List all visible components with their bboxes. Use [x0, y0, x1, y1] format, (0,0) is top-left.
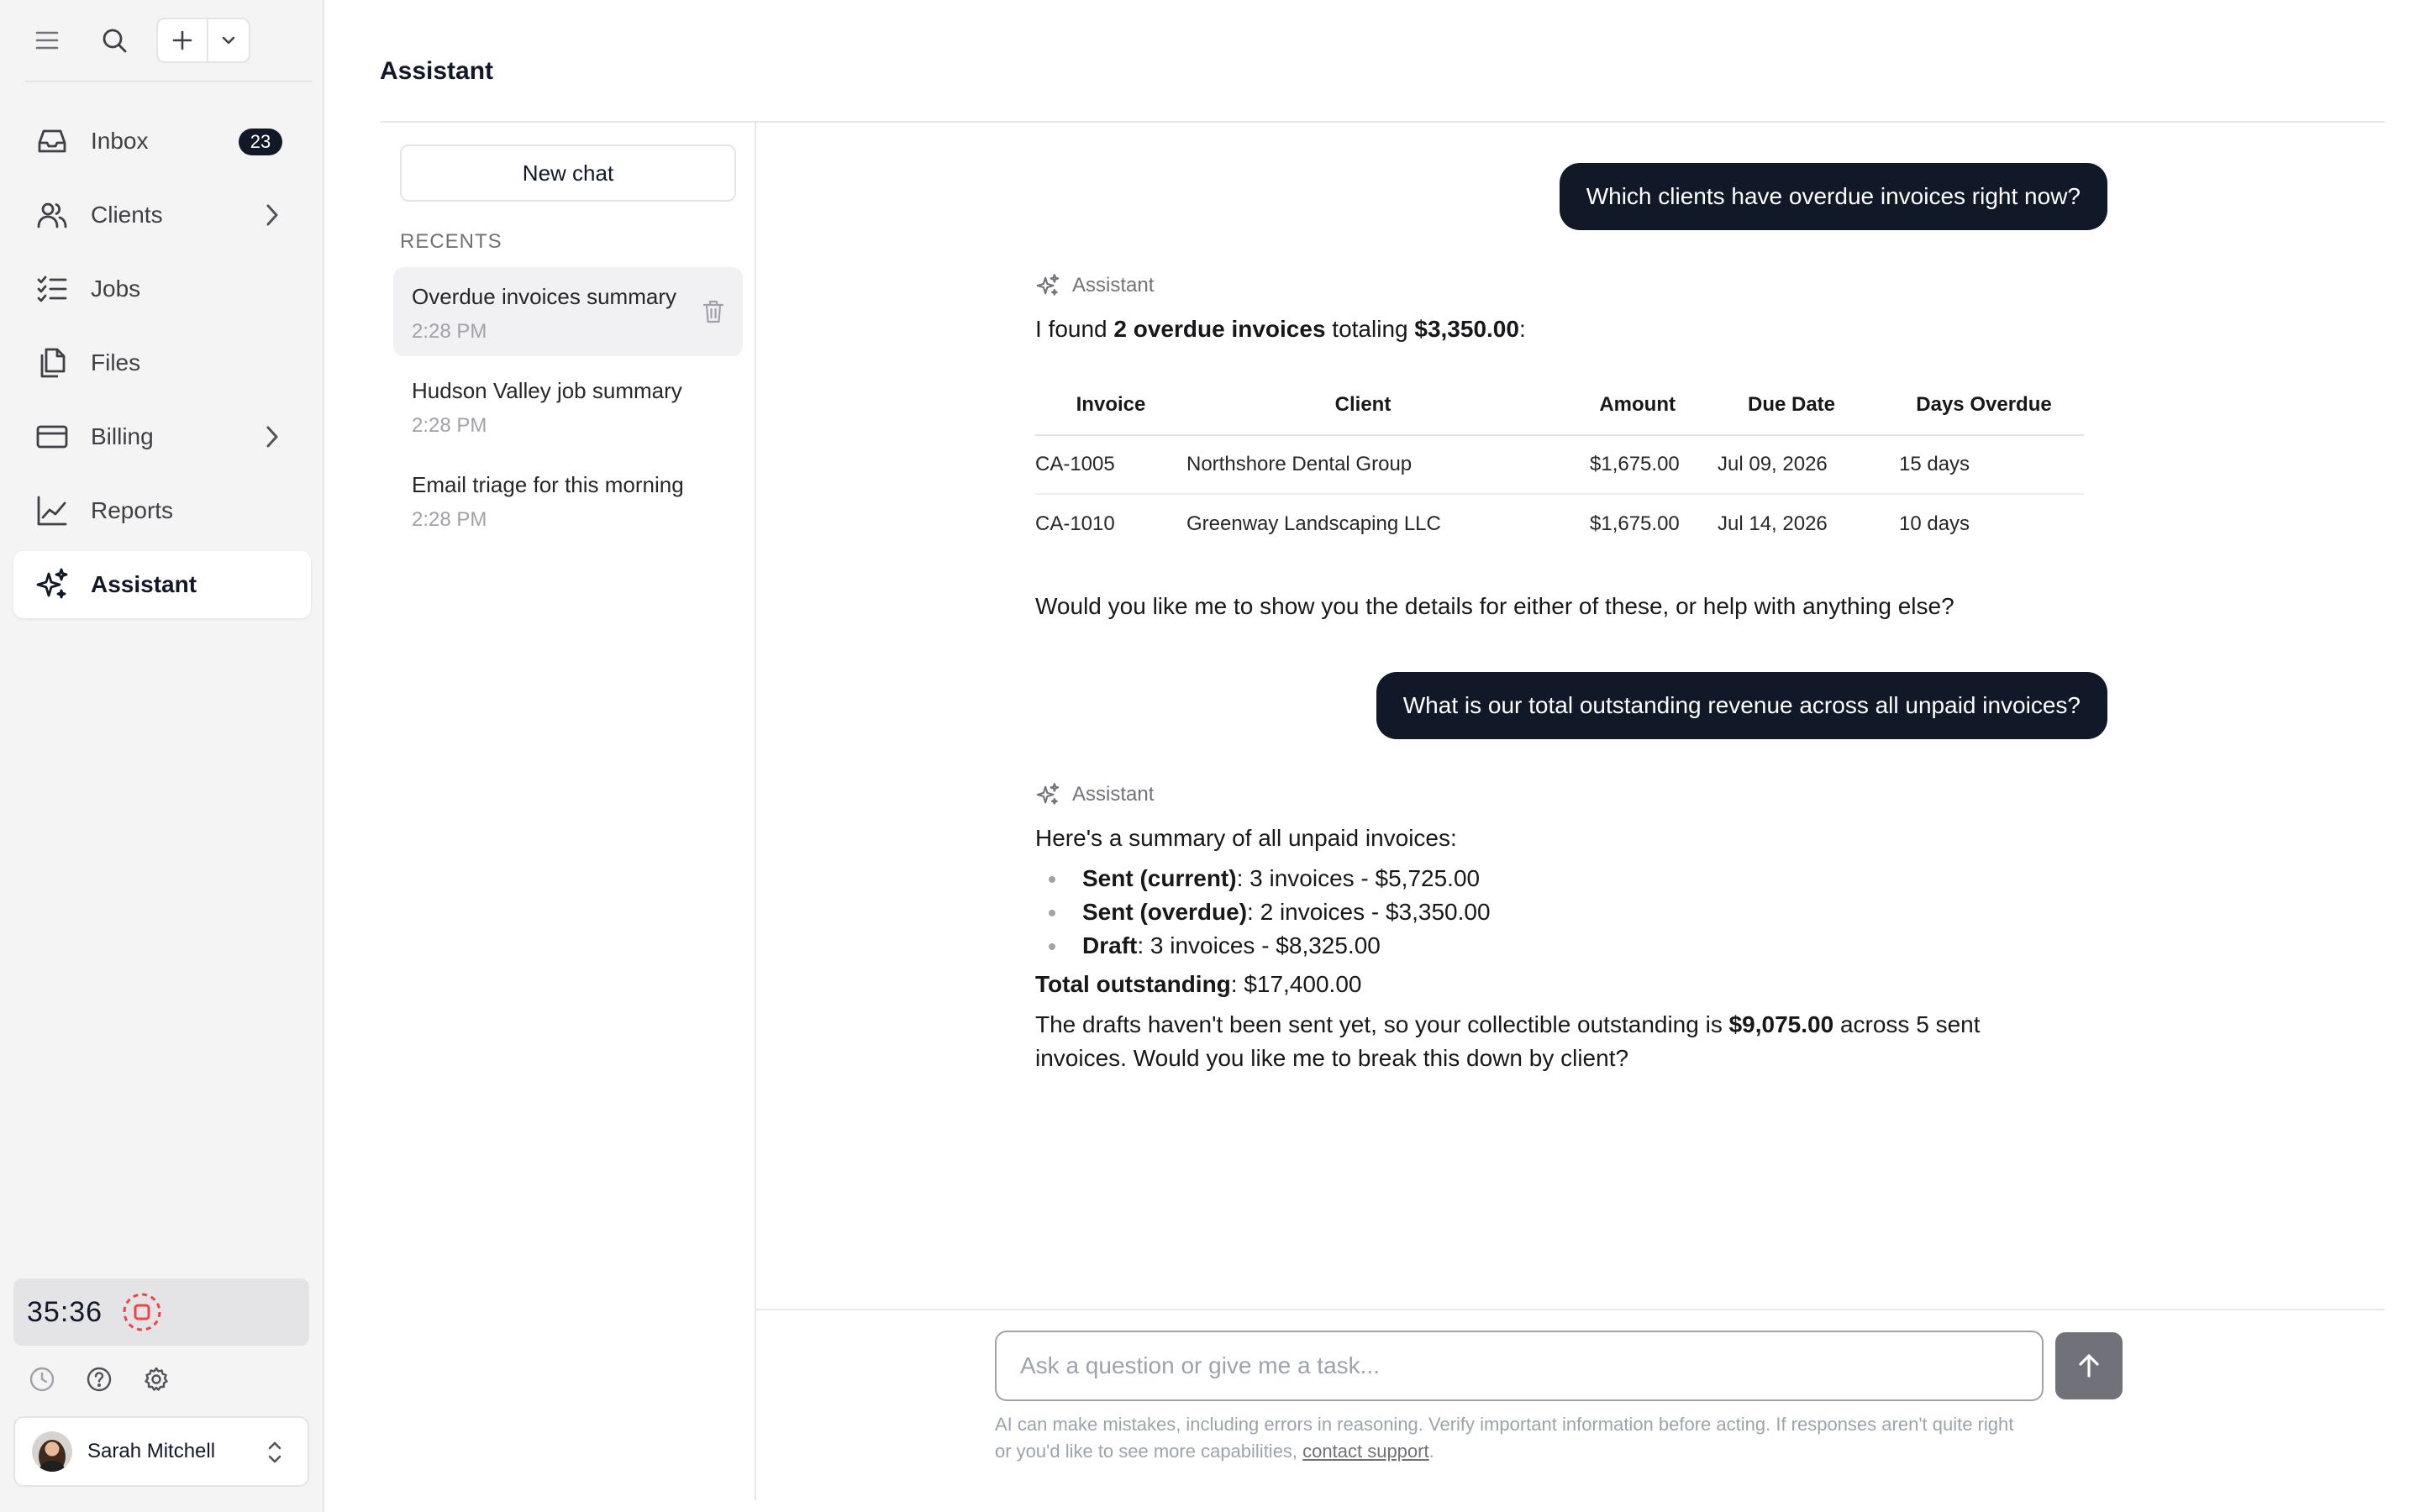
overdue-invoices-table [1035, 375, 2084, 553]
sidebar-item-reports[interactable] [13, 477, 311, 544]
sidebar-item-billing[interactable] [13, 403, 311, 470]
create-new-split-button [156, 18, 250, 63]
disclaimer-text: or you'd like to see more capabilities, [995, 1441, 1303, 1462]
list-item-label: Sent (current) [1082, 865, 1237, 891]
reply-emphasis: 2 overdue invoices [1113, 316, 1326, 342]
list-item-text: : 3 invoices - $8,325.00 [1137, 932, 1381, 958]
checklist-icon [34, 270, 71, 307]
assistant-name: Assistant [1072, 274, 1155, 297]
table-cell: Jul 09, 2026 [1699, 435, 1884, 494]
sidebar-item-jobs[interactable] [13, 255, 311, 323]
credit-card-icon [34, 418, 71, 455]
sparkles-icon [34, 566, 71, 603]
list-item-text: : 3 invoices - $5,725.00 [1236, 865, 1481, 891]
sidebar-item-label: Billing [91, 423, 154, 449]
sidebar-item-assistant[interactable] [13, 551, 311, 618]
reply-text: The drafts haven't been sent yet, so your collectible outstanding is [1035, 1011, 1729, 1037]
column-header: Client [1186, 375, 1539, 435]
user-message: Which clients have overdue invoices right now? [1560, 163, 2107, 230]
time-tracker [13, 1278, 309, 1346]
history-icon[interactable] [25, 1362, 59, 1396]
table-cell: 15 days [1884, 435, 2084, 494]
unpaid-summary-list [1035, 862, 1491, 963]
recent-chat-time: 2:28 PM [412, 414, 487, 437]
contact-support-link[interactable]: contact support [1302, 1441, 1429, 1462]
chat-history-panel [380, 123, 756, 1500]
reply-emphasis: $3,350.00 [1414, 316, 1519, 342]
user-message: What is our total outstanding revenue across all unpaid invoices? [1376, 672, 2107, 739]
reply-emphasis: $9,075.00 [1728, 1011, 1834, 1037]
table-cell: 10 days [1899, 512, 1970, 535]
users-icon [34, 197, 71, 234]
chevron-up-down-icon [260, 1438, 289, 1467]
table-row [1035, 435, 2084, 494]
recent-chat-item[interactable] [393, 455, 743, 544]
page-title: Assistant [380, 57, 494, 85]
sidebar-item-clients[interactable] [13, 181, 311, 249]
timer-readout: 35:36 [27, 1295, 103, 1328]
table-cell: Greenway Landscaping LLC [1186, 512, 1441, 535]
sidebar-nav [13, 108, 311, 625]
help-icon[interactable] [82, 1362, 116, 1396]
sidebar-item-label: Clients [91, 202, 163, 228]
chevron-right-icon[interactable] [257, 422, 287, 452]
assistant-reply-closing [1035, 1008, 2094, 1075]
send-button[interactable] [2055, 1332, 2123, 1399]
sidebar-item-label: Reports [91, 497, 174, 523]
sparkles-icon [1035, 781, 1062, 808]
assistant-label [1035, 781, 1154, 808]
table-row [1035, 494, 2084, 553]
reply-text: : [1518, 316, 1526, 342]
sidebar-item-inbox[interactable] [13, 108, 311, 175]
column-header: Amount [1539, 375, 1699, 435]
list-item [1035, 929, 1491, 963]
arrow-up-icon [2075, 1352, 2103, 1380]
assistant-name: Assistant [1072, 783, 1155, 806]
list-item-label: Sent (overdue) [1082, 899, 1248, 925]
recent-chat-item[interactable] [393, 361, 743, 450]
disclaimer-text: . [1428, 1441, 1434, 1462]
table-cell: CA-1005 [1035, 435, 1186, 494]
list-item [1035, 895, 1491, 929]
assistant-reply-intro [1035, 312, 1526, 346]
chevron-down-icon[interactable] [208, 19, 249, 61]
stop-timer-icon[interactable] [121, 1291, 163, 1333]
column-header: Due Date [1699, 375, 1884, 435]
reply-text: totaling [1325, 316, 1415, 342]
recent-chat-title: Overdue invoices summary [412, 284, 676, 309]
new-chat-button[interactable]: New chat [400, 144, 736, 202]
list-item-label: Draft [1082, 932, 1138, 958]
list-item [1035, 862, 1491, 895]
assistant-reply-followup: Would you like me to show you the details for either of these, or help with anything else? [1035, 593, 1954, 619]
list-item-text: : 2 invoices - $3,350.00 [1247, 899, 1491, 925]
table-header-row [1035, 375, 2084, 435]
table-cell: $1,675.00 [1539, 435, 1699, 494]
table-cell: Jul 14, 2026 [1718, 512, 1828, 535]
user-menu[interactable] [13, 1416, 309, 1487]
composer-divider [756, 1309, 2385, 1310]
menu-icon[interactable] [25, 24, 69, 57]
recents-heading: RECENTS [400, 230, 502, 253]
inbox-icon [34, 123, 71, 160]
recent-chat-item[interactable] [393, 267, 743, 356]
search-icon[interactable] [92, 22, 136, 59]
table-cell: $1,675.00 [1590, 512, 1680, 535]
total-label: Total outstanding [1035, 971, 1231, 997]
recent-chat-title: Hudson Valley job summary [412, 378, 682, 403]
reply-text: I found [1035, 316, 1114, 342]
assistant-label [1035, 272, 1154, 299]
sparkles-icon [1035, 272, 1062, 299]
sidebar-item-label: Inbox [91, 128, 149, 154]
sidebar-utility-row [25, 1359, 197, 1399]
recent-chat-time: 2:28 PM [412, 320, 487, 343]
reply-text: invoices. Would you like me to break this down by client? [1035, 1045, 1629, 1071]
disclaimer-text: AI can make mistakes, including errors in reasoning. Verify important information before acting. If responses aren't quite right [995, 1414, 2014, 1435]
sidebar-item-label: Files [91, 349, 141, 375]
sidebar-item-label: Assistant [91, 571, 197, 597]
sidebar-divider [25, 81, 313, 82]
plus-icon[interactable] [158, 19, 208, 61]
chevron-right-icon[interactable] [257, 200, 287, 230]
line-chart-icon [34, 492, 71, 529]
assistant-reply-intro: Here's a summary of all unpaid invoices: [1035, 825, 1457, 851]
conversation-thread [756, 123, 2385, 1310]
ai-disclaimer [995, 1411, 2138, 1465]
user-name: Sarah Mitchell [87, 1440, 216, 1462]
recent-chat-time: 2:28 PM [412, 508, 487, 531]
table-cell: CA-1010 [1035, 512, 1115, 535]
total-outstanding [1035, 968, 1361, 1001]
trash-icon[interactable] [699, 297, 728, 326]
sidebar [0, 0, 324, 1512]
sidebar-toolbar [0, 0, 324, 84]
sidebar-item-label: Jobs [91, 276, 141, 302]
column-header: Days Overdue [1884, 375, 2084, 435]
recent-chat-title: Email triage for this morning [412, 472, 684, 497]
chat-input[interactable] [995, 1331, 2044, 1401]
gear-icon[interactable] [139, 1362, 173, 1396]
files-icon [34, 344, 71, 381]
table-cell: Northshore Dental Group [1186, 435, 1539, 494]
sidebar-item-files[interactable] [13, 329, 311, 396]
total-value: : $17,400.00 [1230, 971, 1362, 997]
column-header: Invoice [1035, 375, 1186, 435]
reply-text: across 5 sent [1833, 1011, 1981, 1037]
inbox-count-badge: 23 [239, 129, 282, 155]
avatar [32, 1431, 72, 1472]
